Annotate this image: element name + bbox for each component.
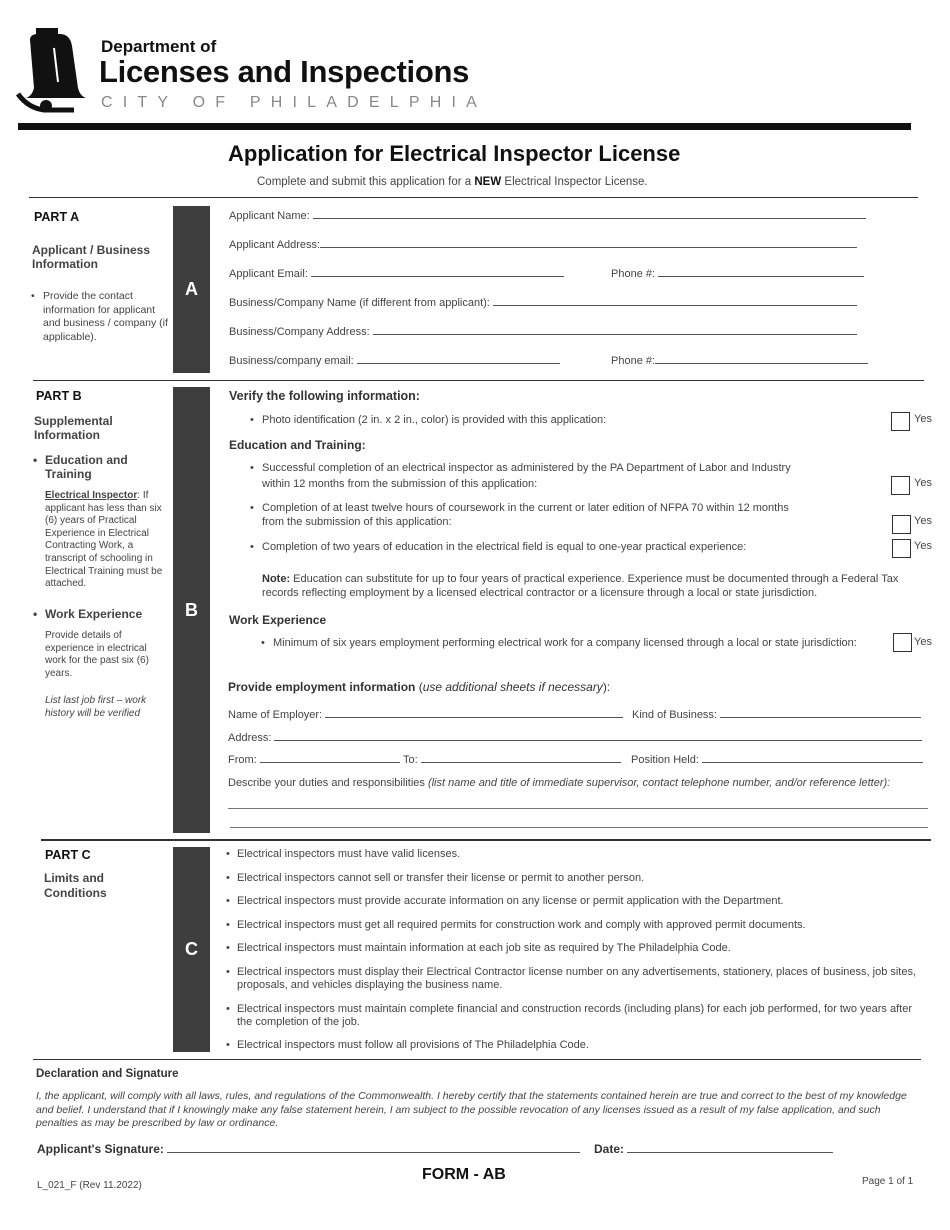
address-line[interactable] <box>274 740 922 741</box>
edu-heading: Education and Training: <box>229 438 366 452</box>
note-text: Education can substitute for up to four years of practical experience. Experience must be documented through a Federal Tax records reflecting employment by a licensed electrical contractor or a licensure through a local or state jurisdiction. <box>262 573 899 599</box>
phone-line-1[interactable] <box>658 276 864 277</box>
part-b-edu-bullet: • Education and Training <box>45 453 145 481</box>
work-heading: Work Experience <box>229 613 327 627</box>
position-line[interactable] <box>702 762 923 763</box>
phone-field-2[interactable] <box>611 355 868 367</box>
signature-field[interactable] <box>37 1142 580 1156</box>
work-yes-label: Yes <box>914 636 932 648</box>
part-c-item: • Electrical inspectors must display their Electrical Contractor license number on any advertisements, stationery, places of business, job sites, proposals, and vehicles displaying the business name. <box>237 966 927 992</box>
part-a-title: PART A <box>34 210 80 224</box>
phone-line-2[interactable] <box>655 363 868 364</box>
phone-label-1: Phone #: <box>611 268 656 280</box>
edu-item-2-line-1: Completion of at least twelve hours of coursework in the current or later edition of NFPA 70 within 12 months <box>262 502 789 514</box>
subtitle-post: Electrical Inspector License. <box>504 176 648 188</box>
describe-label <box>228 777 890 789</box>
photo-item: • Photo identification (2 in. x 2 in., color) is provided with this application: <box>262 413 606 427</box>
to-line[interactable] <box>421 762 621 763</box>
edu-item-1-line-1: Successful completion of an electrical inspector as administered by the PA Department of Labor and Industry <box>262 462 791 474</box>
to-field[interactable] <box>403 754 621 766</box>
describe-line-1[interactable] <box>228 808 928 809</box>
work-item: • Minimum of six years employment performing electrical work for a company licensed through a local or state jurisdiction: <box>273 636 857 650</box>
describe-text: Describe your duties and responsibilities <box>228 777 425 789</box>
part-a-rule <box>33 380 924 381</box>
header-rule <box>18 123 911 130</box>
form-name: FORM - AB <box>422 1166 506 1183</box>
verify-heading: Verify the following information: <box>229 389 420 403</box>
applicant-name-label: Applicant Name: <box>229 210 310 222</box>
emp-heading-paren-close: ): <box>602 680 611 694</box>
subtitle-bold: NEW <box>474 176 502 188</box>
liberty-bell-icon <box>16 26 98 114</box>
part-b-title: PART B <box>36 389 82 403</box>
emp-heading-italic: use additional sheets if necessary <box>422 680 603 694</box>
elec-inspector-label: Electrical Inspector <box>45 490 138 501</box>
edu-3-yes-label: Yes <box>914 540 932 552</box>
dept-line-2: Licenses and Inspections <box>99 54 470 89</box>
business-address-label: Business/Company Address: <box>229 326 370 338</box>
date-line[interactable] <box>627 1152 833 1153</box>
business-email-line[interactable] <box>357 363 560 364</box>
emp-heading-bold: Provide employment information <box>228 680 416 694</box>
elec-inspector-text: If applicant has less than six (6) years of Practical Experience in Electrical Contracting Work, a transcript of schooling in Electrical Training must be attached. <box>45 490 163 590</box>
applicant-name-field[interactable] <box>229 210 866 222</box>
business-address-line[interactable] <box>373 334 857 335</box>
education-note <box>262 572 922 600</box>
form-code: L_021_F (Rev 11.2022) <box>37 1180 142 1191</box>
part-c-item: • Electrical inspectors must maintain complete financial and construction records (including plans) for each job performed, for two years after the completion of the job. <box>237 1003 927 1029</box>
signature-label: Applicant's Signature: <box>37 1142 164 1156</box>
applicant-address-field[interactable] <box>229 239 857 251</box>
edu-item-1 <box>262 461 862 491</box>
page-title: Application for Electrical Inspector License <box>228 141 681 166</box>
kind-field[interactable] <box>632 709 921 721</box>
applicant-address-label: Applicant Address: <box>229 239 321 251</box>
part-c-rule <box>33 1059 921 1060</box>
part-c-bar: C <box>173 847 210 1052</box>
kind-line[interactable] <box>720 717 921 718</box>
business-address-field[interactable] <box>229 326 857 338</box>
page-number: Page 1 of 1 <box>862 1176 914 1187</box>
part-c-subtitle: Limits and Conditions <box>44 871 107 900</box>
edu-3-yes-checkbox[interactable] <box>892 539 911 558</box>
part-c-item: • Electrical inspectors must follow all provisions of The Philadelphia Code. <box>237 1039 927 1052</box>
edu-2-yes-checkbox[interactable] <box>892 515 911 534</box>
part-b-work-text: Provide details of experience in electrical work for the past six (6) years. <box>45 630 149 679</box>
part-c-item: • Electrical inspectors must provide accurate information on any license or permit application with the Department. <box>237 895 927 908</box>
part-b-work-bullet: • Work Experience <box>45 607 165 621</box>
applicant-email-line[interactable] <box>311 276 564 277</box>
edu-item-2 <box>262 501 862 529</box>
note-label: Note: <box>262 573 291 585</box>
edu-item-1-line-2: within 12 months from the submission of this application: <box>262 478 538 490</box>
employer-line[interactable] <box>325 717 623 718</box>
declaration-heading: Declaration and Signature <box>36 1068 179 1080</box>
to-label: To: <box>403 754 418 766</box>
part-b-bar: B <box>173 387 210 833</box>
applicant-email-field[interactable] <box>229 268 564 280</box>
signature-line[interactable] <box>167 1152 580 1153</box>
applicant-name-line[interactable] <box>313 218 866 219</box>
edu-2-yes-label: Yes <box>914 515 932 527</box>
part-a-bullet: • Provide the contact information for applicant and business / company (if applicable). <box>43 290 168 344</box>
part-c-item: • Electrical inspectors must have valid licenses. <box>237 848 927 861</box>
employer-field[interactable] <box>228 709 623 721</box>
part-c-title: PART C <box>45 848 91 862</box>
photo-yes-label: Yes <box>914 413 932 425</box>
kind-label: Kind of Business: <box>632 709 717 721</box>
business-name-line[interactable] <box>493 305 857 306</box>
part-a-subtitle: Applicant / Business Information <box>32 243 151 271</box>
part-b-elec-inspector: Electrical Inspector: If applicant has less than six (6) years of Practical Experience in Electrical Contracting Work, a transcript of schooling in Electrical Training must be attached. <box>45 490 163 590</box>
photo-yes-checkbox[interactable] <box>891 412 910 431</box>
business-email-label: Business/company email: <box>229 355 354 367</box>
business-name-field[interactable] <box>229 297 857 309</box>
phone-label-2: Phone #: <box>611 355 656 367</box>
from-line[interactable] <box>260 762 400 763</box>
address-field[interactable] <box>228 732 922 744</box>
applicant-address-line[interactable] <box>320 247 857 248</box>
date-field[interactable] <box>594 1142 833 1156</box>
position-field[interactable] <box>631 754 923 766</box>
describe-line-2[interactable] <box>230 827 928 828</box>
employer-label: Name of Employer: <box>228 709 323 721</box>
business-email-field[interactable] <box>229 355 560 367</box>
business-name-label: Business/Company Name (if different from applicant): <box>229 297 490 309</box>
part-c-item: • Electrical inspectors must get all required permits for construction work and comply with approved permit documents. <box>237 919 927 932</box>
edu-item-3: • Completion of two years of education in the electrical field is equal to one-year practical experience: <box>262 540 746 554</box>
applicant-email-label: Applicant Email: <box>229 268 308 280</box>
part-c-item: • Electrical inspectors must maintain information at each job site as required by The Philadelphia Code. <box>237 942 927 955</box>
page-subtitle <box>257 176 648 188</box>
date-label: Date: <box>594 1142 625 1156</box>
emp-heading-paren-open: ( <box>418 680 423 694</box>
declaration-text: I, the applicant, will comply with all laws, rules, and regulations of the Commonwealth. I hereby certify that the statements contained herein are true and correct to the best of my knowledge and belief. I understand that if I knowingly make any false statement herein, I am subject to the possible revocation of any licenses issued as a result of my false application, and such penalties as may be prescribed by law or ordinance. <box>36 1090 907 1129</box>
part-b-rule <box>41 839 931 841</box>
address-label: Address: <box>228 732 272 744</box>
dept-line-1: Department of <box>101 37 217 56</box>
work-yes-checkbox[interactable] <box>893 633 912 652</box>
dept-line-3: CITY OF PHILADELPHIA <box>101 94 487 111</box>
title-rule <box>29 197 918 198</box>
employment-heading <box>228 680 610 694</box>
position-label: Position Held: <box>631 754 699 766</box>
subtitle-pre: Complete and submit this application for a <box>257 176 472 188</box>
part-a-bar: A <box>173 206 210 373</box>
part-b-subtitle: Supplemental Information <box>34 414 113 442</box>
part-c-item: • Electrical inspectors cannot sell or transfer their license or permit to another person. <box>237 872 927 885</box>
edu-1-yes-label: Yes <box>914 477 932 489</box>
part-b-work-note: List last job first – work history will be verified <box>45 695 147 719</box>
edu-item-2-line-2: from the submission of this application: <box>262 516 452 528</box>
edu-1-yes-checkbox[interactable] <box>891 476 910 495</box>
phone-field-1[interactable] <box>611 268 864 280</box>
from-label: From: <box>228 754 257 766</box>
from-field[interactable] <box>228 754 400 766</box>
describe-italic: (list name and title of immediate supervisor, contact telephone number, and/or reference letter): <box>427 777 891 789</box>
